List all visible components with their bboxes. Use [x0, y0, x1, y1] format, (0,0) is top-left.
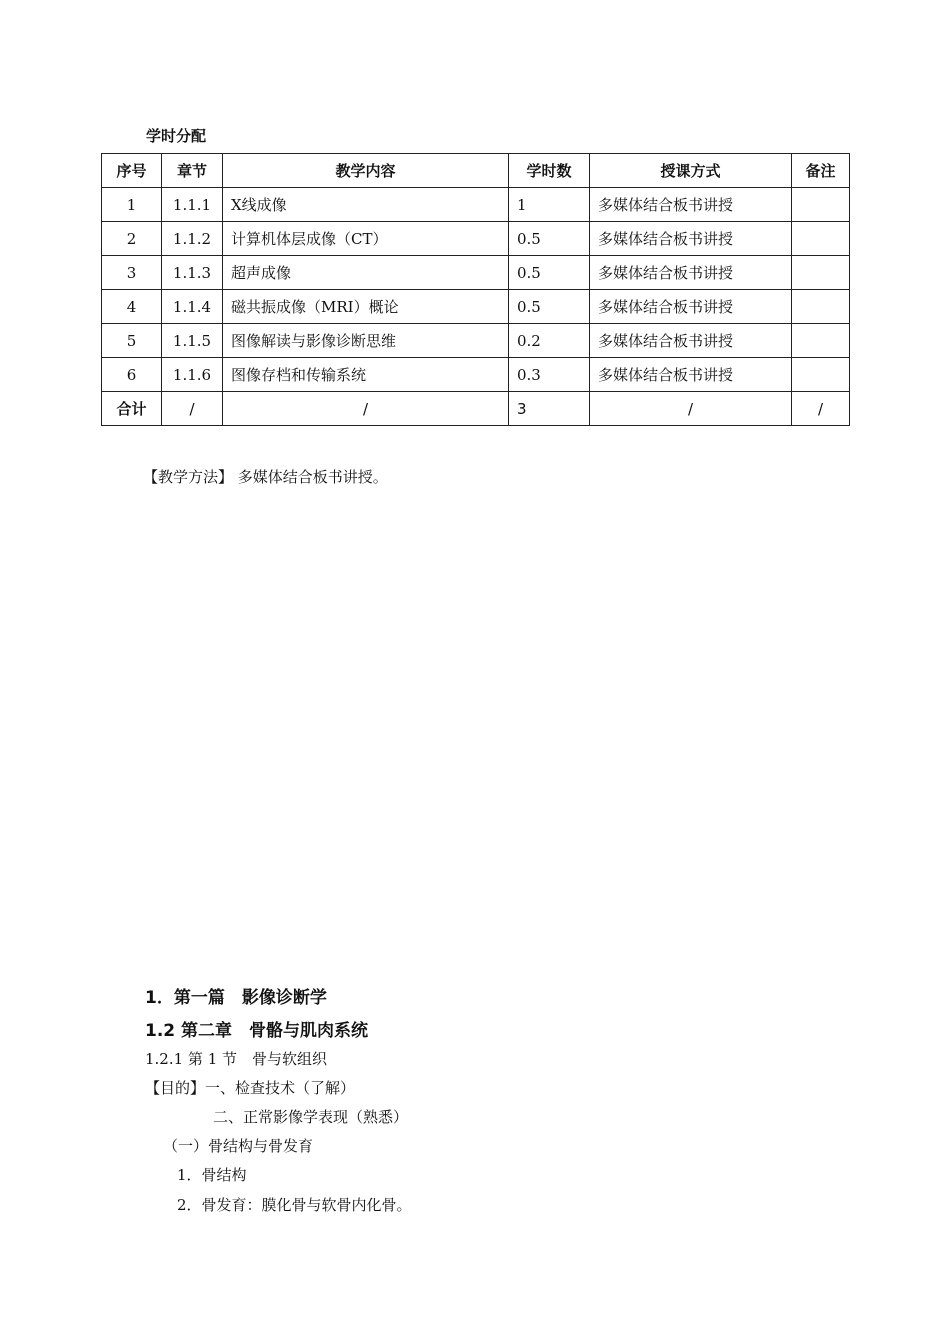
- list-item: 1．骨结构: [177, 1166, 247, 1184]
- hours-table: [101, 153, 850, 426]
- table-cell: 6: [102, 358, 162, 392]
- column-header: 序号: [102, 154, 162, 188]
- column-header: 授课方式: [590, 154, 792, 188]
- table-cell: 0.2: [509, 324, 590, 358]
- goal-line: 二、正常影像学表现（熟悉）: [213, 1108, 409, 1126]
- table-cell: 磁共振成像（MRI）概论: [223, 290, 509, 324]
- table-cell: 5: [102, 324, 162, 358]
- table-cell: 4: [102, 290, 162, 324]
- table-caption: 学时分配: [146, 127, 207, 145]
- table-cell: 1.1.2: [162, 222, 223, 256]
- table-cell: 3: [509, 392, 590, 426]
- table-cell: /: [223, 392, 509, 426]
- table-cell: 多媒体结合板书讲授: [590, 256, 792, 290]
- chapter-heading: 1.2 第二章 骨骼与肌肉系统: [145, 1021, 369, 1041]
- table-cell: [792, 188, 850, 222]
- table-cell: 图像存档和传输系统: [223, 358, 509, 392]
- teaching-method: 【教学方法】 多媒体结合板书讲授。: [143, 468, 388, 486]
- table-cell: 3: [102, 256, 162, 290]
- table-row: [102, 222, 850, 256]
- subheading: （一）骨结构与骨发育: [163, 1137, 314, 1155]
- table-cell: 0.5: [509, 222, 590, 256]
- part-heading: 1．第一篇 影像诊断学: [145, 988, 327, 1008]
- table-row: [102, 358, 850, 392]
- table-total-row: [102, 392, 850, 426]
- column-header: 备注: [792, 154, 850, 188]
- table-cell: 1.1.5: [162, 324, 223, 358]
- table-cell: 计算机体层成像（CT）: [223, 222, 509, 256]
- column-header: 章节: [162, 154, 223, 188]
- table-cell: [792, 256, 850, 290]
- table-header-row: [102, 154, 850, 188]
- table-cell: [792, 222, 850, 256]
- table-cell: /: [590, 392, 792, 426]
- list-item: 2．骨发育：膜化骨与软骨内化骨。: [177, 1196, 412, 1214]
- table-cell: /: [792, 392, 850, 426]
- goal-line: 【目的】一、检查技术（了解）: [145, 1079, 356, 1097]
- table-cell: [792, 290, 850, 324]
- table-cell: 1.1.3: [162, 256, 223, 290]
- table-row: [102, 290, 850, 324]
- table-cell: 2: [102, 222, 162, 256]
- table-cell: 0.5: [509, 290, 590, 324]
- table-cell: 0.5: [509, 256, 590, 290]
- table-cell: 多媒体结合板书讲授: [590, 188, 792, 222]
- table-row: [102, 188, 850, 222]
- table-cell: X线成像: [223, 188, 509, 222]
- table-cell: 图像解读与影像诊断思维: [223, 324, 509, 358]
- table-cell: 1.1.1: [162, 188, 223, 222]
- table-cell: 合计: [102, 392, 162, 426]
- table-cell: 1: [102, 188, 162, 222]
- table-cell: [792, 358, 850, 392]
- column-header: 教学内容: [223, 154, 509, 188]
- table-cell: 多媒体结合板书讲授: [590, 324, 792, 358]
- subsection-heading: 1.2.1 第 1 节 骨与软组织: [145, 1050, 328, 1068]
- table-cell: 超声成像: [223, 256, 509, 290]
- table-cell: 1.1.4: [162, 290, 223, 324]
- table-cell: 1: [509, 188, 590, 222]
- column-header: 学时数: [509, 154, 590, 188]
- table-cell: /: [162, 392, 223, 426]
- table-row: [102, 324, 850, 358]
- table-cell: 0.3: [509, 358, 590, 392]
- table-cell: [792, 324, 850, 358]
- table-cell: 多媒体结合板书讲授: [590, 290, 792, 324]
- table-cell: 多媒体结合板书讲授: [590, 358, 792, 392]
- table-cell: 多媒体结合板书讲授: [590, 222, 792, 256]
- table-row: [102, 256, 850, 290]
- table-cell: 1.1.6: [162, 358, 223, 392]
